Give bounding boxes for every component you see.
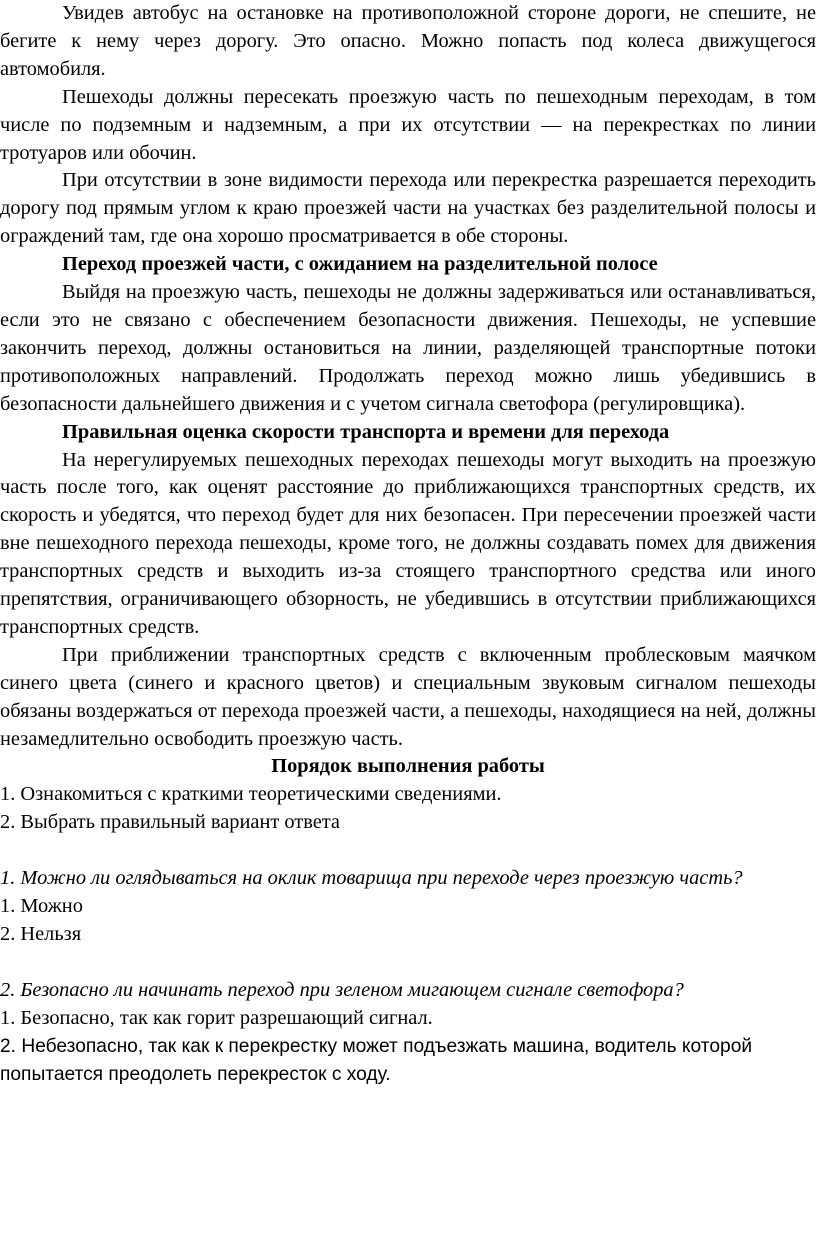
question-1-answer-1: 1. Можно: [0, 894, 83, 917]
question-2-answer-1: 1. Безопасно, так как горит разрешающий сигнал.: [0, 1006, 433, 1029]
question-1-answer-2: 2. Нельзя: [0, 922, 82, 945]
paragraph-crossing-rules: Пешеходы должны пересекать проезжую часть по пешеходным переходам, в том числе по подземным и надземным, а при их отсутствии — на перекрестках по линии тротуаров или обочин.: [0, 85, 816, 164]
procedure-step-1: 1. Ознакомиться с краткими теоретическими сведениями.: [0, 783, 502, 806]
paragraph-emergency-vehicles: При приближении транспортных средств с включенным проблесковым маячком синего цвета (синего и красного цветов) и специальным звуковым сигналом пешеходы обязаны воздержаться от перехода проезжей части, а пешеходы, находящиеся на ней, должны незамедлительно освободить проезжую часть.: [0, 643, 816, 750]
question-2: 2. Безопасно ли начинать переход при зеленом мигающем сигнале светофора?: [0, 978, 684, 1001]
paragraph-bus-warning: Увидев автобус на остановке на противоположной стороне дороги, не спешите, не бегите к нему через дорогу. Это опасно. Можно попасть под колеса движущегося автомобиля.: [0, 2, 816, 80]
paragraph-no-crossing-zone: При отсутствии в зоне видимости перехода или перекрестка разрешается переходить дорогу под прямым углом к краю проезжей части на участках без разделительной полосы и ограждений там, где она хорошо просматривается в обе стороны.: [0, 169, 816, 248]
question-1: 1. Можно ли оглядываться на оклик товарища при переходе через проезжую часть?: [0, 867, 743, 890]
heading-divider-waiting: Переход проезжей части, с ожиданием на разделительной полосе: [62, 253, 658, 276]
paragraph-speed-assessment: На нерегулируемых пешеходных переходах пешеходы могут выходить на проезжую часть после того, как оценят расстояние до приближающихся транспортных средств, их скорость и убедятся, что переход будет для них безопасен. При пересечении проезжей части вне пешеходного перехода пешеходы, кроме того, не должны создавать помех для движения транспортных средств и выходить из-за стоящего транспортного средства или иного препятствия, ограничивающего обзорность, не убедившись в отсутствии приближающихся транспортных средств.: [0, 448, 816, 638]
spacer: [0, 837, 816, 865]
procedure-title: Порядок выполнения работы: [271, 755, 545, 778]
procedure-step-2: 2. Выбрать правильный вариант ответа: [0, 811, 340, 834]
question-2-answer-2: 2. Небезопасно, так как к перекрестку может подъезжать машина, водитель которой попытается преодолеть перекресток с ходу.: [0, 1035, 753, 1085]
spacer: [0, 949, 816, 977]
heading-speed-assessment: Правильная оценка скорости транспорта и времени для перехода: [62, 420, 670, 443]
paragraph-divider-waiting: Выйдя на проезжую часть, пешеходы не должны задерживаться или останавливаться, если это не связано с обеспечением безопасности движения. Пешеходы, не успевшие закончить переход, должны остановиться на линии, разделяющей транспортные потоки противоположных направлений. Продолжать переход можно лишь убедившись в безопасности дальнейшего движения и с учетом сигнала светофора (регулировщика).: [0, 281, 816, 415]
